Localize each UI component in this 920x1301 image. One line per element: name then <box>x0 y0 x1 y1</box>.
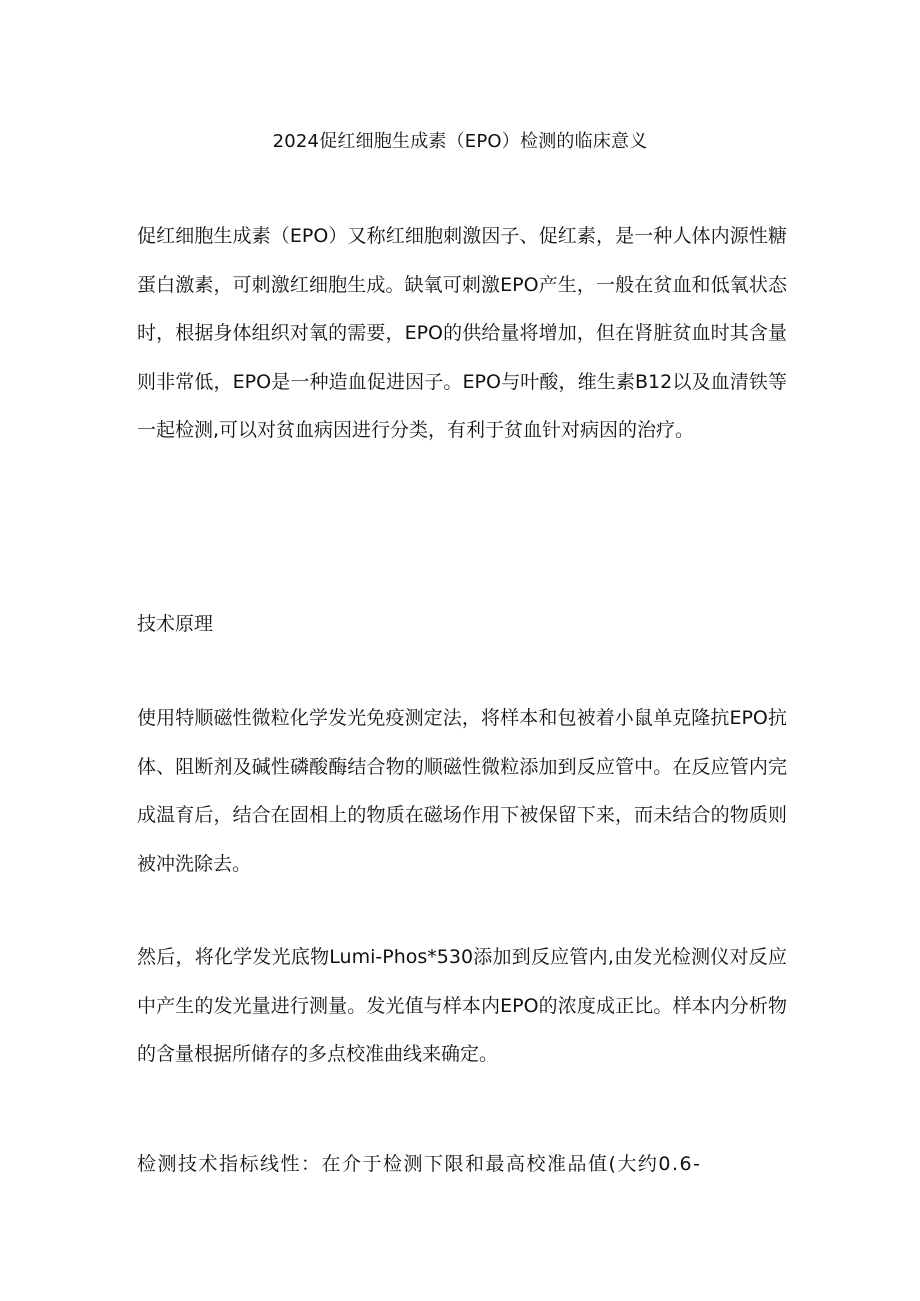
page-title: 2024促红细胞生成素（EPO）检测的临床意义 <box>272 131 648 152</box>
principle-paragraph-2: 然后，将化学发光底物Lumi-Phos*530添加到反应管内,由发光检测仪对反应中产生的发光量进行测量。发光值与样本内EPO的浓度成正比。样本内分析物的含量根据所储存的多点校准曲线来确定。 <box>137 946 787 1065</box>
principle-paragraph-1: 使用特顺磁性微粒化学发光免疫测定法，将样本和包被着小鼠单克隆抗EPO抗体、阻断剂及碱性磷酸酶结合物的顺磁性微粒添加到反应管中。在反应管内完成温育后，结合在固相上的物质在磁场作用下被保留下来，而未结合的物质则被冲洗除去。 <box>137 707 787 875</box>
section-heading: 技术原理 <box>137 613 214 635</box>
intro-paragraph: 促红细胞生成素（EPO）又称红细胞刺激因子、促红素，是一种人体内源性糖蛋白激素，可刺激红细胞生成。缺氧可刺激EPO产生，一般在贫血和低氧状态时，根据身体组织对氧的需要，EPO的供给量将增加，但在肾脏贫血时其含量则非常低，EPO是一种造血促进因子。EPO与叶酸，维生素B12以及血清铁等一起检测,可以对贫血病因进行分类，有利于贫血针对病因的治疗。 <box>137 225 787 441</box>
linearity-paragraph: 检测技术指标线性：在介于检测下限和最高校准品值(大约0.6- <box>137 1153 702 1175</box>
